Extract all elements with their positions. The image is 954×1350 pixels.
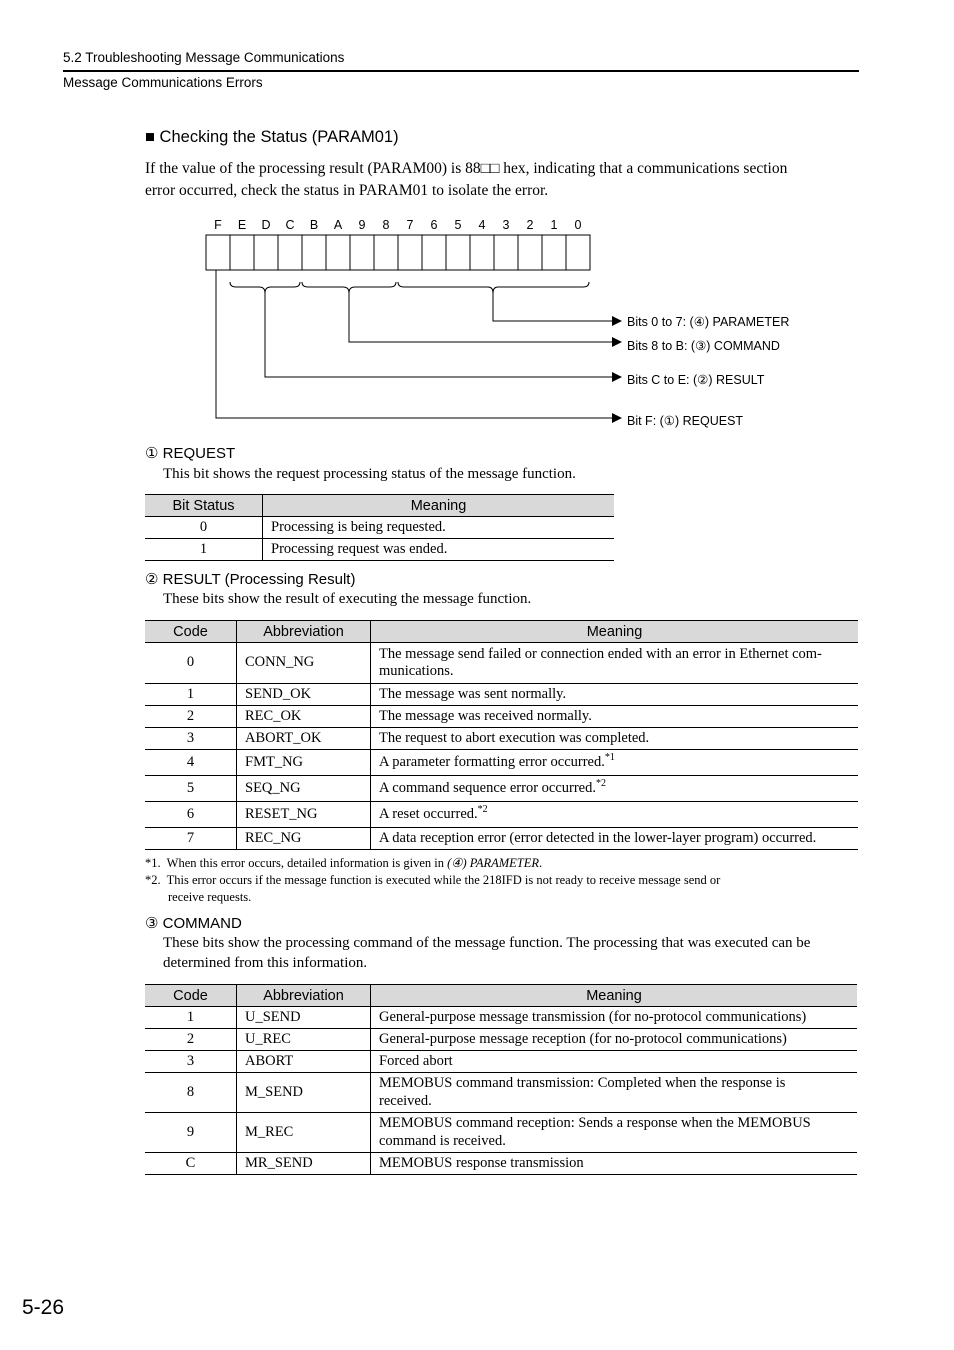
intro-line-1: If the value of the processing result (PARAM00) is 88□□ hex, indicating that a communications section — [145, 160, 788, 177]
cell-code: 9 — [145, 1113, 237, 1153]
cell-meaning: General-purpose message reception (for no-protocol communications) — [371, 1029, 858, 1051]
bit-label: 9 — [358, 218, 366, 232]
footnote-2 — [145, 872, 845, 889]
cell-abbreviation: FMT_NG — [237, 750, 371, 776]
bit-label: E — [237, 218, 247, 232]
column-header: Meaning — [371, 985, 858, 1007]
cell-code: 4 — [145, 750, 237, 776]
footnote-text: When this error occurs, detailed information is given in — [166, 856, 445, 870]
bit-label: 1 — [550, 218, 558, 232]
leader-line-command — [349, 293, 612, 342]
footnote-mark: *2. — [145, 873, 161, 887]
footnote-text: This error occurs if the message function is executed while the 218IFD is not ready to receive message send or — [166, 873, 721, 887]
cell-code: 3 — [145, 728, 237, 750]
bit-box — [542, 235, 566, 270]
cell-meaning: Forced abort — [371, 1051, 858, 1073]
column-header: Abbreviation — [237, 985, 371, 1007]
header-section-title: 5.2 Troubleshooting Message Communications — [63, 50, 345, 65]
column-header: Meaning — [263, 495, 615, 517]
table-row — [145, 1153, 857, 1175]
page-number: 5-26 — [22, 1296, 65, 1319]
bit-box — [518, 235, 542, 270]
footnote-ref: *1 — [604, 751, 615, 763]
cell-abbreviation: CONN_NG — [237, 643, 371, 684]
table-row — [145, 728, 858, 750]
footnote-ref: *2 — [596, 777, 606, 789]
bit-label: 2 — [526, 218, 534, 232]
cell-abbreviation: ABORT_OK — [237, 728, 371, 750]
leader-line-result — [265, 293, 612, 377]
bit-box — [374, 235, 398, 270]
table-row — [145, 1051, 857, 1073]
cell-code: 2 — [145, 1029, 237, 1051]
cell-abbreviation: M_REC — [237, 1113, 371, 1153]
brace-bits-8-b — [302, 282, 396, 293]
cell-meaning: General-purpose message transmission (for no-protocol communications) — [371, 1007, 858, 1029]
bit-box — [326, 235, 350, 270]
bit-box — [254, 235, 278, 270]
bit-box — [470, 235, 494, 270]
table-row — [145, 828, 858, 850]
cell-abbreviation: U_SEND — [237, 1007, 371, 1029]
cell-code: 2 — [145, 706, 237, 728]
bit-box-group — [206, 235, 590, 270]
request-table — [145, 494, 614, 561]
cell-meaning: The request to abort execution was completed. — [371, 728, 859, 750]
cell-meaning: MEMOBUS response transmission — [371, 1153, 858, 1175]
table-row — [145, 1073, 857, 1113]
cell-meaning: Processing request was ended. — [263, 539, 615, 561]
cell-meaning: Processing is being requested. — [263, 517, 615, 539]
cell-abbreviation: M_SEND — [237, 1073, 371, 1113]
meaning-line: munications. — [379, 663, 454, 679]
column-header: Abbreviation — [237, 621, 371, 643]
meaning-text: A reset occurred. — [379, 805, 478, 822]
footnote-1 — [145, 855, 845, 872]
command-description-line: determined from this information. — [163, 954, 368, 971]
cell-code: 7 — [145, 828, 237, 850]
intro-paragraph — [145, 158, 860, 202]
footnote-2-continued: receive requests. — [168, 890, 252, 904]
cell-meaning — [371, 802, 859, 828]
column-header: Code — [145, 985, 237, 1007]
cell-meaning — [371, 750, 859, 776]
cell-code: 0 — [145, 643, 237, 684]
bit-box — [422, 235, 446, 270]
arrow-label-command: Bits 8 to B: (③) COMMAND — [627, 339, 780, 353]
table-row — [145, 802, 858, 828]
bit-label: C — [285, 218, 295, 232]
bit-box — [302, 235, 326, 270]
column-header: Bit Status — [145, 495, 263, 517]
bit-box — [398, 235, 422, 270]
bit-box — [350, 235, 374, 270]
footnote-end: . — [539, 856, 543, 870]
cell-abbreviation: U_REC — [237, 1029, 371, 1051]
meaning-line: command is received. — [379, 1132, 506, 1149]
cell-code: 6 — [145, 802, 237, 828]
footnote-ref-text: (④) PARAMETER — [447, 856, 539, 870]
arrow-label-parameter: Bits 0 to 7: (④) PARAMETER — [627, 315, 790, 329]
bit-box — [566, 235, 590, 270]
bit-box — [278, 235, 302, 270]
bit-label: D — [261, 218, 271, 232]
bit-label-group — [214, 218, 581, 232]
meaning-line: received. — [379, 1092, 432, 1109]
leader-lines — [216, 270, 612, 418]
cell-code: C — [145, 1153, 237, 1175]
cell-abbreviation: RESET_NG — [237, 802, 371, 828]
bit-label: A — [333, 218, 343, 232]
column-header: Meaning — [371, 621, 859, 643]
brace-bits-c-e — [230, 282, 300, 293]
cell-meaning — [371, 643, 859, 684]
command-description — [163, 934, 863, 973]
bit-label: 0 — [574, 218, 582, 232]
table-row — [145, 643, 858, 684]
table-row — [145, 1007, 857, 1029]
arrowhead-icon — [612, 337, 622, 347]
cell-abbreviation: REC_NG — [237, 828, 371, 850]
bit-box — [206, 235, 230, 270]
leader-line-parameter — [493, 293, 612, 321]
arrowheads — [612, 316, 622, 423]
command-description-line: These bits show the processing command of the message function. The processing that was executed can be — [163, 935, 811, 951]
cell-meaning: The message was received normally. — [371, 706, 859, 728]
section-title: ■ Checking the Status (PARAM01) — [145, 128, 399, 146]
cell-meaning — [371, 776, 859, 802]
bit-label: B — [309, 218, 319, 232]
arrow-label-result: Bits C to E: (②) RESULT — [627, 373, 765, 387]
bracket-group — [230, 282, 589, 293]
cell-code: 5 — [145, 776, 237, 802]
table-header-row — [145, 495, 614, 517]
bit-box — [494, 235, 518, 270]
cell-code: 8 — [145, 1073, 237, 1113]
bit-label: 8 — [382, 218, 390, 232]
cell-code: 1 — [145, 684, 237, 706]
result-description: These bits show the result of executing the message function. — [163, 591, 532, 607]
table-header-row — [145, 985, 857, 1007]
cell-bit-status: 0 — [145, 517, 263, 539]
request-description: This bit shows the request processing status of the message function. — [163, 466, 576, 482]
bit-label: 6 — [430, 218, 438, 232]
command-table — [145, 984, 857, 1175]
cell-code: 3 — [145, 1051, 237, 1073]
cell-meaning — [371, 1073, 858, 1113]
cell-abbreviation: MR_SEND — [237, 1153, 371, 1175]
cell-meaning: The message was sent normally. — [371, 684, 859, 706]
request-heading: ① REQUEST — [145, 445, 236, 462]
result-heading: ② RESULT (Processing Result) — [145, 571, 356, 588]
bit-label: F — [214, 218, 222, 232]
arrowhead-icon — [612, 372, 622, 382]
cell-abbreviation: SEQ_NG — [237, 776, 371, 802]
table-row — [145, 1113, 857, 1153]
result-table — [145, 620, 858, 850]
cell-abbreviation: REC_OK — [237, 706, 371, 728]
table-row — [145, 750, 858, 776]
arrowhead-icon — [612, 413, 622, 423]
cell-bit-status: 1 — [145, 539, 263, 561]
bit-label: 3 — [502, 218, 510, 232]
meaning-text: A command sequence error occurred. — [379, 779, 596, 796]
intro-line-2: error occurred, check the status in PARAM01 to isolate the error. — [145, 182, 549, 199]
bit-box — [446, 235, 470, 270]
bit-label: 4 — [478, 218, 486, 232]
meaning-line: MEMOBUS command transmission: Completed when the response is — [379, 1075, 786, 1091]
arrowhead-icon — [612, 316, 622, 326]
header-subsection-title: Message Communications Errors — [63, 75, 263, 90]
table-row — [145, 776, 858, 802]
footnote-mark: *1. — [145, 856, 161, 870]
cell-meaning: A data reception error (error detected in the lower-layer program) occurred. — [371, 828, 859, 850]
table-row — [145, 1029, 857, 1051]
table-header-row — [145, 621, 858, 643]
bit-label: 5 — [454, 218, 462, 232]
table-row — [145, 517, 614, 539]
meaning-line: MEMOBUS command reception: Sends a response when the MEMOBUS — [379, 1115, 811, 1131]
leader-line-request — [216, 270, 612, 418]
table-row — [145, 706, 858, 728]
meaning-line: The message send failed or connection ended with an error in Ethernet com- — [379, 645, 822, 662]
command-heading: ③ COMMAND — [145, 915, 242, 932]
meaning-text: A parameter formatting error occurred. — [379, 753, 605, 770]
cell-abbreviation: ABORT — [237, 1051, 371, 1073]
arrow-label-request: Bit F: (①) REQUEST — [627, 414, 744, 428]
column-header: Code — [145, 621, 237, 643]
bit-label: 7 — [406, 218, 414, 232]
brace-bits-0-7 — [398, 282, 589, 293]
table-row — [145, 539, 614, 561]
cell-code: 1 — [145, 1007, 237, 1029]
bit-layout-diagram — [200, 212, 820, 437]
cell-meaning — [371, 1113, 858, 1153]
footnote-ref: *2 — [477, 803, 488, 815]
bit-box — [230, 235, 254, 270]
cell-abbreviation: SEND_OK — [237, 684, 371, 706]
header-rule — [63, 70, 859, 72]
table-row — [145, 684, 858, 706]
